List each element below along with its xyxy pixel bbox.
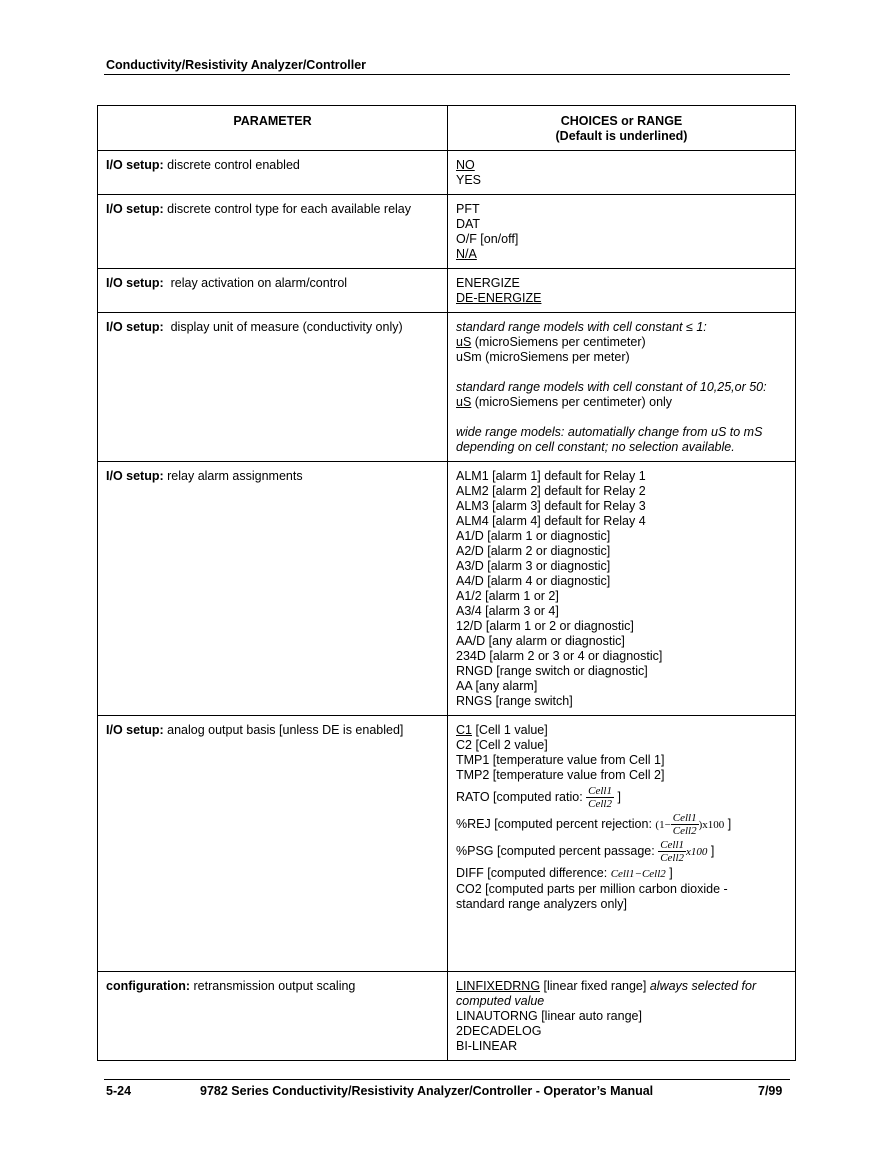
parameter-prefix: I/O setup:	[106, 723, 164, 737]
bracket: ]	[669, 866, 673, 880]
parameter-cell	[98, 462, 448, 716]
choice-item: AA [any alarm]	[456, 679, 538, 693]
parameter-prefix: I/O setup:	[106, 469, 164, 483]
choices-cell	[448, 151, 796, 195]
choice-desc: (microSiemens per centimeter)	[471, 335, 646, 349]
footer-date: 7/99	[758, 1084, 783, 1098]
choice-item: YES	[456, 173, 482, 187]
choice-text: %PSG [computed percent passage:	[456, 843, 659, 858]
choice-item: A3/4 [alarm 3 or 4]	[456, 604, 559, 618]
choice-item-diff	[456, 866, 787, 882]
choice-item: A1/2 [alarm 1 or 2]	[456, 589, 559, 603]
formula-numerator: Cell1	[672, 812, 697, 824]
choice-item: O/F [on/off]	[456, 232, 519, 246]
choice-item	[456, 335, 787, 350]
choice-note: always selected for	[649, 979, 757, 993]
choice-desc: (microSiemens per centimeter) only	[471, 395, 673, 409]
choices-cell	[448, 716, 796, 972]
parameter-prefix: I/O setup:	[106, 276, 164, 290]
choice-item: TMP1 [temperature value from Cell 1]	[456, 753, 665, 767]
parameter-cell	[98, 313, 448, 462]
table-header-row	[98, 106, 796, 151]
choice-default: LINFIXEDRNG	[456, 979, 541, 993]
choice-item: NO	[456, 158, 475, 172]
col-header-choices-line2: (Default is underlined)	[555, 129, 688, 143]
parameter-text: analog output basis [unless DE is enabled]	[163, 723, 404, 737]
formula-part: (1−	[655, 818, 671, 831]
formula-denominator: Cell2	[672, 825, 697, 837]
choice-item	[456, 395, 787, 410]
choice-item: CO2 [computed parts per million carbon dioxide -	[456, 882, 728, 896]
choices-cell	[448, 313, 796, 462]
choice-note: wide range models: automatially change from uS to mS	[456, 425, 763, 439]
parameter-prefix: I/O setup:	[106, 202, 164, 216]
parameter-cell	[98, 269, 448, 313]
parameter-prefix: I/O setup:	[106, 320, 164, 334]
choice-item: standard range analyzers only]	[456, 897, 627, 911]
choice-text: RATO [computed ratio:	[456, 789, 587, 804]
choice-note: computed value	[456, 994, 545, 1008]
bracket: ]	[727, 816, 732, 831]
choice-item: RNGS [range switch]	[456, 694, 573, 708]
choice-item-rato	[456, 785, 787, 810]
parameter-text: discrete control enabled	[163, 158, 300, 172]
parameter-text: discrete control type for each available relay	[163, 202, 412, 216]
choices-cell	[448, 462, 796, 716]
table-row	[98, 151, 796, 195]
parameter-cell	[98, 151, 448, 195]
choice-note: standard range models with cell constant ≤ 1:	[456, 320, 707, 334]
choice-item: ENERGIZE	[456, 276, 520, 290]
parameter-cell	[98, 195, 448, 269]
difference-formula: Cell1−Cell2	[610, 868, 666, 880]
bracket: ]	[710, 843, 715, 858]
choice-desc: [Cell 1 value]	[471, 723, 548, 737]
choice-item-psg	[456, 839, 787, 864]
col-header-parameter: PARAMETER	[98, 106, 448, 151]
choices-cell	[448, 195, 796, 269]
parameter-text: display unit of measure (conductivity only)	[163, 320, 403, 334]
choice-default: C1	[456, 723, 472, 737]
choice-item: A2/D [alarm 2 or diagnostic]	[456, 544, 611, 558]
choice-item: LINAUTORNG [linear auto range]	[456, 1009, 642, 1023]
choice-note: standard range models with cell constant of 10,25,or 50:	[456, 380, 767, 394]
choices-cell	[448, 269, 796, 313]
parameter-text: relay activation on alarm/control	[163, 276, 348, 290]
choices-cell	[448, 972, 796, 1061]
choice-item: 234D [alarm 2 or 3 or 4 or diagnostic]	[456, 649, 663, 663]
choice-item: ALM4 [alarm 4] default for Relay 4	[456, 514, 646, 528]
choice-item-rej	[456, 812, 787, 837]
choice-item: RNGD [range switch or diagnostic]	[456, 664, 648, 678]
footer-page-number: 5-24	[106, 1084, 132, 1098]
passage-formula	[658, 839, 686, 864]
choice-item: A3/D [alarm 3 or diagnostic]	[456, 559, 611, 573]
choice-note: depending on cell constant; no selection available.	[456, 440, 735, 454]
table-row	[98, 269, 796, 313]
choice-item: ALM3 [alarm 3] default for Relay 3	[456, 499, 646, 513]
choice-item: N/A	[456, 247, 477, 261]
page-header: Conductivity/Resistivity Analyzer/Controller	[106, 58, 367, 72]
table-row	[98, 313, 796, 462]
footer-title: 9782 Series Conductivity/Resistivity Analyzer/Controller - Operator’s Manual	[200, 1084, 654, 1098]
formula-numerator: Cell1	[588, 785, 612, 797]
choice-item: ALM1 [alarm 1] default for Relay 1	[456, 469, 646, 483]
choice-item: DAT	[456, 217, 481, 231]
choice-item: DE-ENERGIZE	[456, 291, 542, 305]
choice-item	[456, 979, 787, 994]
choice-item	[456, 723, 787, 738]
spacer	[456, 410, 787, 425]
header-rule	[104, 74, 790, 75]
parameter-text: relay alarm assignments	[163, 469, 303, 483]
choice-item: A1/D [alarm 1 or diagnostic]	[456, 529, 611, 543]
parameter-cell	[98, 716, 448, 972]
ratio-formula	[586, 785, 614, 810]
table-row	[98, 462, 796, 716]
choice-item: ALM2 [alarm 2] default for Relay 2	[456, 484, 646, 498]
formula-denominator: Cell2	[588, 798, 612, 810]
choice-item: 12/D [alarm 1 or 2 or diagnostic]	[456, 619, 634, 633]
parameter-prefix: configuration:	[106, 979, 191, 993]
choice-item: C2 [Cell 2 value]	[456, 738, 548, 752]
formula-part: )x100	[698, 818, 725, 831]
formula-part: x100	[686, 845, 708, 858]
choice-item: uSm (microSiemens per meter)	[456, 350, 630, 364]
rejection-formula	[671, 812, 699, 837]
parameter-text: retransmission output scaling	[190, 979, 356, 993]
bracket: ]	[617, 789, 621, 804]
choice-default: uS	[456, 395, 472, 409]
col-header-choices	[448, 106, 796, 151]
footer-rule	[104, 1079, 790, 1080]
choice-item: TMP2 [temperature value from Cell 2]	[456, 768, 665, 782]
choice-item: A4/D [alarm 4 or diagnostic]	[456, 574, 611, 588]
choice-desc: [linear fixed range]	[540, 979, 650, 993]
table-row	[98, 195, 796, 269]
parameter-prefix: I/O setup:	[106, 158, 164, 172]
col-header-choices-line1: CHOICES or RANGE	[560, 114, 683, 128]
spacer	[456, 365, 787, 380]
choice-default: uS	[456, 335, 472, 349]
formula-numerator: Cell1	[660, 839, 685, 851]
table-row	[98, 972, 796, 1061]
choice-item: PFT	[456, 202, 480, 216]
choice-item: 2DECADELOG	[456, 1024, 542, 1038]
table-row	[98, 716, 796, 972]
choice-item: BI-LINEAR	[456, 1039, 518, 1053]
choice-item: AA/D [any alarm or diagnostic]	[456, 634, 625, 648]
choice-text: %REJ [computed percent rejection:	[456, 816, 656, 831]
parameter-table	[97, 105, 796, 1061]
formula-denominator: Cell2	[660, 852, 685, 864]
choice-text: DIFF [computed difference:	[456, 866, 611, 880]
parameter-cell	[98, 972, 448, 1061]
